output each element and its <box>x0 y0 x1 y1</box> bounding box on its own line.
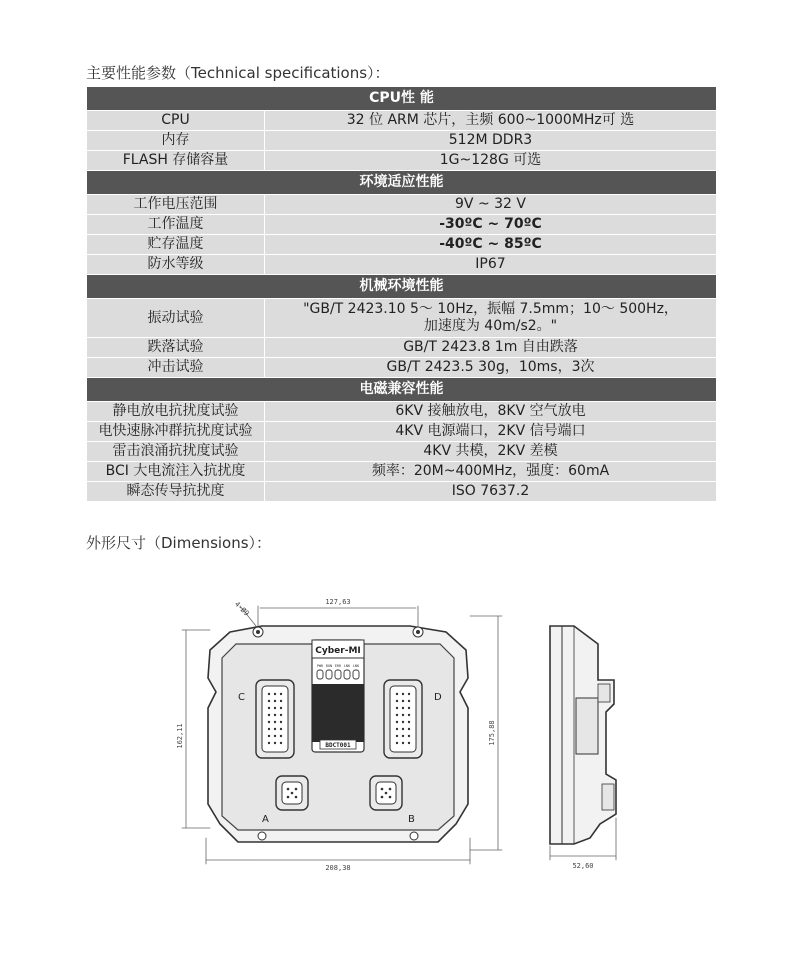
table-row <box>87 299 717 338</box>
table-row <box>87 215 717 235</box>
section-header <box>87 171 717 195</box>
dim-hole-label: 4-Ø9 <box>232 600 251 618</box>
row-value: IP67 <box>265 255 717 275</box>
section-header <box>87 378 717 402</box>
module-window <box>312 684 364 742</box>
row-value: 4KV 共模，2KV 差模 <box>265 442 717 462</box>
connector-c <box>256 680 294 758</box>
table-row <box>87 422 717 442</box>
row-label: 冲击试验 <box>87 358 265 378</box>
row-label: 瞬态传导抗扰度 <box>87 482 265 502</box>
mounting-hole <box>253 627 263 637</box>
table-row <box>87 462 717 482</box>
row-value: 频率：20M~400MHz，强度：60mA <box>265 462 717 482</box>
row-value-line: 加速度为 40m/s2。" <box>423 318 558 334</box>
led-label: PWR <box>316 664 324 668</box>
row-value <box>265 299 717 338</box>
row-label: 跌落试验 <box>87 338 265 358</box>
table-row <box>87 402 717 422</box>
row-label: 振动试验 <box>87 299 265 338</box>
table-row <box>87 442 717 462</box>
row-label: FLASH 存储容量 <box>87 151 265 171</box>
model-label: BDCT001 <box>325 742 351 749</box>
row-label: 内存 <box>87 131 265 151</box>
port-label: B <box>408 814 415 825</box>
table-row <box>87 235 717 255</box>
brand-logo: Cyber-MI <box>315 646 361 656</box>
section-header <box>87 275 717 299</box>
spec-table <box>86 86 717 502</box>
side-view <box>550 626 616 844</box>
led-indicator <box>317 670 323 679</box>
table-row <box>87 195 717 215</box>
connector-a <box>276 776 308 810</box>
dim-top-label: 127,63 <box>325 598 351 606</box>
table-row <box>87 255 717 275</box>
row-label: 电快速脉冲群抗扰度试验 <box>87 422 265 442</box>
section-header <box>87 87 717 111</box>
led-indicator <box>335 670 341 679</box>
section-title: 环境适应性能 <box>87 171 717 195</box>
connector-d <box>384 680 422 758</box>
row-value: -30ºC ~ 70ºC <box>265 215 717 235</box>
led-indicator <box>326 670 332 679</box>
row-value: 1G~128G 可选 <box>265 151 717 171</box>
row-value: 6KV 接触放电，8KV 空气放电 <box>265 402 717 422</box>
table-row <box>87 111 717 131</box>
dim-height-right-label: 175,88 <box>488 720 496 746</box>
connector-b <box>370 776 402 810</box>
row-label: 防水等级 <box>87 255 265 275</box>
table-row <box>87 358 717 378</box>
row-value: 4KV 电源端口，2KV 信号端口 <box>265 422 717 442</box>
row-value: 9V ~ 32 V <box>265 195 717 215</box>
table-row <box>87 131 717 151</box>
table-row <box>87 482 717 502</box>
row-value: -40ºC ~ 85ºC <box>265 235 717 255</box>
row-value: GB/T 2423.5 30g，10ms，3次 <box>265 358 717 378</box>
port-label: A <box>262 814 269 825</box>
row-value: GB/T 2423.8 1m 自由跌落 <box>265 338 717 358</box>
row-label: 贮存温度 <box>87 235 265 255</box>
section-title: 机械环境性能 <box>87 275 717 299</box>
row-label: BCI 大电流注入抗扰度 <box>87 462 265 482</box>
row-label: 工作温度 <box>87 215 265 235</box>
dim-width-label: 208,38 <box>325 864 351 872</box>
port-label: C <box>238 692 245 703</box>
led-label: LNK <box>343 664 351 668</box>
row-label: 工作电压范围 <box>87 195 265 215</box>
spec-heading: 主要性能参数（Technical specifications）： <box>86 64 390 82</box>
table-row <box>87 151 717 171</box>
led-label: ERR <box>334 664 342 668</box>
dimensions-heading: 外形尺寸（Dimensions）： <box>86 534 272 552</box>
row-value: ISO 7637.2 <box>265 482 717 502</box>
port-label: D <box>434 692 442 703</box>
row-value-line: "GB/T 2423.10 5～ 10Hz，振幅 7.5mm；10～ 500Hz， <box>303 301 678 317</box>
row-label: CPU <box>87 111 265 131</box>
row-value: 32 位 ARM 芯片，主频 600~1000MHz可 选 <box>265 111 717 131</box>
row-label: 雷击浪涌抗扰度试验 <box>87 442 265 462</box>
mounting-hole <box>413 627 423 637</box>
mounting-hole <box>258 832 266 840</box>
dim-depth-label: 52,60 <box>572 862 594 870</box>
section-title: CPU性 能 <box>87 87 717 111</box>
dim-height-left-label: 162,11 <box>176 723 184 749</box>
section-title: 电磁兼容性能 <box>87 378 717 402</box>
led-indicator <box>353 670 359 679</box>
led-label: LNK <box>352 664 360 668</box>
row-label: 静电放电抗扰度试验 <box>87 402 265 422</box>
led-indicator <box>344 670 350 679</box>
dimension-drawing <box>170 588 620 888</box>
row-value: 512M DDR3 <box>265 131 717 151</box>
mounting-hole <box>410 832 418 840</box>
table-row <box>87 338 717 358</box>
led-label: RUN <box>325 664 333 668</box>
